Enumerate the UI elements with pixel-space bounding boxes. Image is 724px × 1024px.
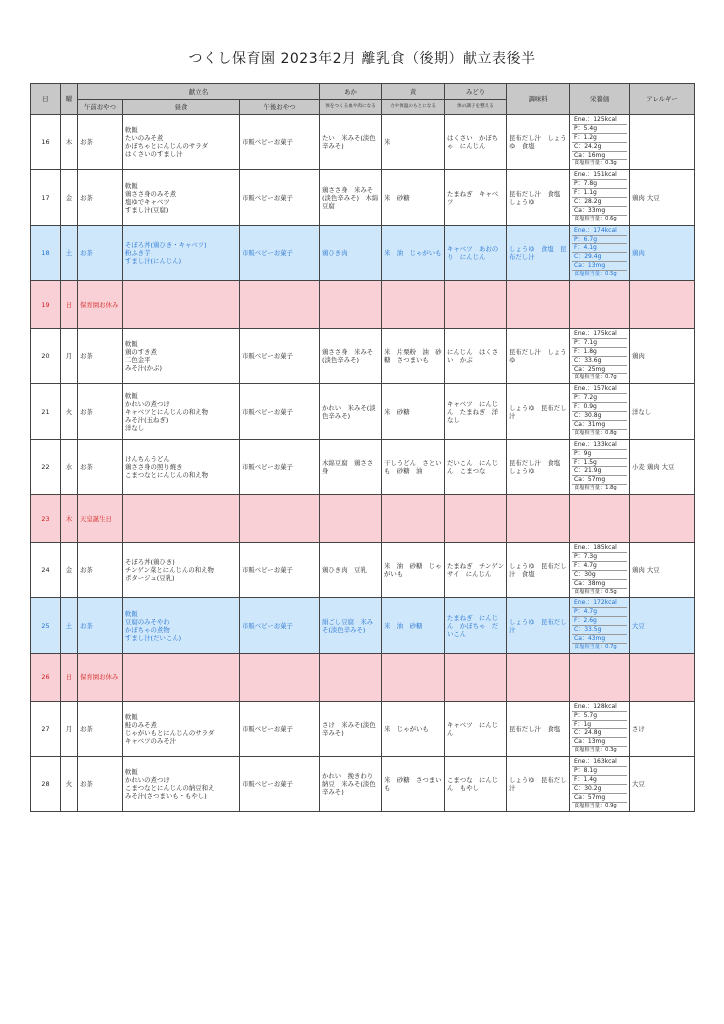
nutrition-cell (570, 439, 630, 494)
green-group-cell: たまねぎ キャベツ (445, 170, 507, 225)
pm-snack-cell: 市販ベビーお菓子 (240, 757, 320, 812)
allergy-cell: 洋なし (630, 384, 695, 439)
header-nutrition: 栄養価 (570, 84, 630, 115)
am-snack-cell: お茶 (78, 598, 123, 653)
red-group-cell: たい 米みそ(淡色辛みそ) (320, 115, 382, 170)
yellow-group-cell (382, 653, 445, 701)
nutrition-line: Ca：13mg (572, 738, 627, 747)
header-menu-group: 献立名 (78, 84, 320, 100)
am-snack-cell: お茶 (78, 757, 123, 812)
nutrition-cell (570, 225, 630, 280)
am-snack-cell: お茶 (78, 701, 123, 756)
seasoning-cell (507, 653, 570, 701)
day-cell: 24 (31, 543, 61, 598)
green-group-cell: キャベツ にんじん (445, 701, 507, 756)
table-row (31, 329, 695, 384)
nutrition-line: Ca：31mg (572, 421, 627, 430)
table-row (31, 439, 695, 494)
pm-snack-cell (240, 653, 320, 701)
yellow-group-cell: 米 片栗粉 油 砂糖 さつまいも (382, 329, 445, 384)
menu-table (30, 83, 695, 812)
day-cell: 21 (31, 384, 61, 439)
nutrition-cell (570, 495, 630, 543)
pm-snack-cell: 市販ベビーお菓子 (240, 598, 320, 653)
header-am-snack: 午前おやつ (78, 100, 123, 115)
nutrition-line: 食塩相当量：0.3g (574, 160, 617, 167)
red-group-cell (320, 653, 382, 701)
red-group-cell: さけ 米みそ(淡色辛みそ) (320, 701, 382, 756)
lunch-dish: かぼちゃの煮物 (125, 625, 170, 634)
yellow-group-cell: 米 じゃがいも (382, 701, 445, 756)
lunch-dish: はくさいのすまし汁 (125, 150, 183, 159)
lunch-cell (123, 701, 240, 756)
nutrition-line: Ene.：133kcal (572, 441, 627, 450)
allergy-cell: 鶏肉 大豆 (630, 543, 695, 598)
red-group-cell: 絹ごし豆腐 米みそ(淡色辛みそ) (320, 598, 382, 653)
nutrition-line: P：6.7g (572, 236, 627, 245)
nutrition-cell (570, 329, 630, 384)
pm-snack-cell: 市販ベビーお菓子 (240, 701, 320, 756)
lunch-dish: キャベツのみそ汁 (125, 736, 177, 745)
lunch-dish: けんちんうどん (125, 454, 170, 463)
allergy-cell (630, 495, 695, 543)
weekday-cell: 火 (61, 384, 78, 439)
lunch-dish: すまし汁(にんじん) (125, 256, 182, 265)
am-snack-cell: お茶 (78, 543, 123, 598)
header-pm-snack: 午後おやつ (240, 100, 320, 115)
nutrition-line: P：9g (572, 450, 627, 459)
lunch-dish: すまし汁(だいこん) (125, 633, 182, 642)
lunch-dish: 軟飯 (125, 609, 138, 618)
day-cell: 23 (31, 495, 61, 543)
nutrition-line: F：1.2g (572, 134, 627, 143)
header-green-sub: 体の調子を整える (445, 100, 507, 115)
nutrition-line: P：8.1g (572, 767, 627, 776)
table-row (31, 115, 695, 170)
day-cell: 28 (31, 757, 61, 812)
yellow-group-cell: 米 油 砂糖 じゃがいも (382, 543, 445, 598)
lunch-cell (123, 757, 240, 812)
lunch-cell (123, 384, 240, 439)
yellow-group-cell: 米 砂糖 さつまいも (382, 757, 445, 812)
green-group-cell (445, 495, 507, 543)
header-red: あか (320, 84, 382, 100)
table-row (31, 384, 695, 439)
lunch-dish: みそ汁(さつまいも・もやし) (125, 792, 207, 801)
weekday-cell: 日 (61, 653, 78, 701)
green-group-cell (445, 653, 507, 701)
nutrition-line: P：5.4g (572, 125, 627, 134)
red-group-cell: 鶏ひき肉 豆乳 (320, 543, 382, 598)
weekday-cell: 土 (61, 225, 78, 280)
nutrition-line: P：7.3g (572, 553, 627, 562)
lunch-cell (123, 495, 240, 543)
yellow-group-cell: 干しうどん さといも 砂糖 油 (382, 439, 445, 494)
header-yellow: 黄 (382, 84, 445, 100)
nutrition-line: Ca：57mg (572, 476, 627, 485)
day-cell: 20 (31, 329, 61, 384)
seasoning-cell: 昆布だし汁 食塩 しょうゆ (507, 170, 570, 225)
weekday-cell: 金 (61, 170, 78, 225)
nutrition-line: Ca：33mg (572, 207, 627, 216)
allergy-cell (630, 653, 695, 701)
lunch-dish: みそ汁(玉ねぎ) (125, 415, 169, 424)
red-group-cell: 木綿豆腐 鶏ささ身 (320, 439, 382, 494)
lunch-dish: 塩ゆでキャベツ (125, 197, 170, 206)
allergy-cell: 鶏肉 (630, 225, 695, 280)
allergy-cell: 鶏肉 大豆 (630, 170, 695, 225)
lunch-dish: 鶏ささ身のみそ煮 (125, 189, 177, 198)
day-cell: 25 (31, 598, 61, 653)
header-dow: 曜 (61, 84, 78, 115)
green-group-cell: たまねぎ チンゲンサイ にんじん (445, 543, 507, 598)
nutrition-line: 食塩相当量：0.5g (574, 588, 617, 595)
allergy-cell: 鶏肉 (630, 329, 695, 384)
lunch-dish: すまし汁(豆腐) (125, 205, 169, 214)
nutrition-line: P：4.7g (572, 608, 627, 617)
day-cell: 26 (31, 653, 61, 701)
red-group-cell: かれい 挽きわり納豆 米みそ(淡色辛みそ) (320, 757, 382, 812)
nutrition-line: 食塩相当量：0.8g (574, 429, 617, 436)
table-row (31, 225, 695, 280)
nutrition-line: F：2.6g (572, 617, 627, 626)
nutrition-line: Ene.：172kcal (572, 599, 627, 608)
lunch-dish: 軟飯 (125, 126, 138, 135)
lunch-dish: 鶏ささ身の照り焼き (125, 462, 183, 471)
green-group-cell (445, 281, 507, 329)
nutrition-line: Ene.：125kcal (572, 116, 627, 125)
pm-snack-cell (240, 281, 320, 329)
allergy-cell: さけ (630, 701, 695, 756)
nutrition-cell (570, 170, 630, 225)
header-green: みどり (445, 84, 507, 100)
lunch-dish: 鶏のすき煮 (125, 348, 157, 357)
am-snack-cell: 天皇誕生日 (78, 495, 123, 543)
seasoning-cell: しょうゆ 昆布だし汁 (507, 598, 570, 653)
seasoning-cell (507, 495, 570, 543)
seasoning-cell: 昆布だし汁 しょうゆ 食塩 (507, 115, 570, 170)
am-snack-cell: お茶 (78, 384, 123, 439)
nutrition-line: F：4.1g (572, 244, 627, 253)
seasoning-cell: 昆布だし汁 食塩 しょうゆ (507, 439, 570, 494)
menu-body (31, 115, 695, 812)
nutrition-line: Ene.：185kcal (572, 544, 627, 553)
nutrition-line: 食塩相当量：0.9g (574, 802, 617, 809)
weekday-cell: 木 (61, 495, 78, 543)
nutrition-line: Ene.：174kcal (572, 227, 627, 236)
pm-snack-cell: 市販ベビーお菓子 (240, 225, 320, 280)
am-snack-cell: お茶 (78, 170, 123, 225)
green-group-cell: キャベツ あおのり にんじん (445, 225, 507, 280)
lunch-cell (123, 225, 240, 280)
yellow-group-cell (382, 281, 445, 329)
seasoning-cell: 昆布だし汁 食塩 (507, 701, 570, 756)
lunch-dish: じゃがいもとにんじんのサラダ (125, 728, 215, 737)
nutrition-line: Ca：16mg (572, 152, 627, 161)
green-group-cell: にんじん はくさい かぶ (445, 329, 507, 384)
pm-snack-cell: 市販ベビーお菓子 (240, 439, 320, 494)
nutrition-cell (570, 701, 630, 756)
nutrition-cell (570, 598, 630, 653)
yellow-group-cell (382, 495, 445, 543)
lunch-dish: 軟飯 (125, 391, 138, 400)
red-group-cell (320, 495, 382, 543)
table-row (31, 543, 695, 598)
header-red-sub: 体をつくる血や肉になる (320, 100, 382, 115)
nutrition-line: 食塩相当量：0.3g (574, 747, 617, 754)
lunch-cell (123, 329, 240, 384)
nutrition-line: F：1.4g (572, 776, 627, 785)
seasoning-cell: しょうゆ 昆布だし汁 (507, 757, 570, 812)
table-row (31, 598, 695, 653)
lunch-cell (123, 598, 240, 653)
nutrition-line: P：7.1g (572, 339, 627, 348)
nutrition-line: C：28.2g (572, 198, 627, 207)
seasoning-cell: しょうゆ 昆布だし汁 食塩 (507, 543, 570, 598)
nutrition-line: 食塩相当量：0.7g (574, 374, 617, 381)
seasoning-cell: しょうゆ 食塩 昆布だし汁 (507, 225, 570, 280)
lunch-cell (123, 281, 240, 329)
red-group-cell: かれい 米みそ(淡色辛みそ) (320, 384, 382, 439)
lunch-dish: 軟飯 (125, 340, 138, 349)
nutrition-line: Ene.：175kcal (572, 330, 627, 339)
green-group-cell: だいこん にんじん こまつな (445, 439, 507, 494)
table-row (31, 701, 695, 756)
nutrition-line: F：1.1g (572, 189, 627, 198)
header-yellow-sub: 力や体温のもとになる (382, 100, 445, 115)
day-cell: 16 (31, 115, 61, 170)
lunch-dish: そぼろ丼(鶏ひき・キャベツ) (125, 240, 207, 249)
nutrition-line: 食塩相当量：0.5g (574, 271, 617, 278)
lunch-cell (123, 439, 240, 494)
nutrition-line: F：1g (572, 721, 627, 730)
lunch-dish: 軟飯 (125, 712, 138, 721)
lunch-cell (123, 543, 240, 598)
nutrition-cell (570, 653, 630, 701)
green-group-cell: たまねぎ にんじん かぼちゃ だいこん (445, 598, 507, 653)
pm-snack-cell: 市販ベビーお菓子 (240, 329, 320, 384)
pm-snack-cell: 市販ベビーお菓子 (240, 543, 320, 598)
pm-snack-cell: 市販ベビーお菓子 (240, 170, 320, 225)
green-group-cell: こまつな にんじん もやし (445, 757, 507, 812)
nutrition-line: F：1.8g (572, 348, 627, 357)
nutrition-line: C：29.4g (572, 253, 627, 262)
lunch-dish: 二色金平 (125, 356, 151, 365)
nutrition-line: F：0.9g (572, 403, 627, 412)
weekday-cell: 月 (61, 329, 78, 384)
lunch-cell (123, 115, 240, 170)
lunch-dish: 洋なし (125, 423, 145, 432)
nutrition-line: Ene.：128kcal (572, 703, 627, 712)
nutrition-line: P：7.8g (572, 180, 627, 189)
am-snack-cell: お茶 (78, 115, 123, 170)
nutrition-line: F：1.5g (572, 459, 627, 468)
weekday-cell: 日 (61, 281, 78, 329)
am-snack-cell: 保育園お休み (78, 281, 123, 329)
nutrition-line: C：24.2g (572, 143, 627, 152)
nutrition-line: Ene.：157kcal (572, 385, 627, 394)
day-cell: 22 (31, 439, 61, 494)
am-snack-cell: お茶 (78, 439, 123, 494)
table-row (31, 281, 695, 329)
nutrition-line: P：7.2g (572, 394, 627, 403)
green-group-cell: はくさい かぼちゃ にんじん (445, 115, 507, 170)
lunch-dish: かれいの煮つけ (125, 776, 170, 785)
page-title: つくし保育園 2023年2月 離乳食（後期）献立表後半 (188, 51, 536, 67)
nutrition-line: C：33.5g (572, 626, 627, 635)
nutrition-line: C：30.2g (572, 785, 627, 794)
seasoning-cell (507, 281, 570, 329)
day-cell: 27 (31, 701, 61, 756)
pm-snack-cell: 市販ベビーお菓子 (240, 115, 320, 170)
header-allergy: アレルギー (630, 84, 695, 115)
lunch-dish: かぼちゃとにんじんのサラダ (125, 142, 209, 151)
nutrition-line: C：24.8g (572, 729, 627, 738)
lunch-dish: かれいの煮つけ (125, 399, 170, 408)
lunch-dish: みそ汁(かぶ) (125, 364, 162, 373)
allergy-cell (630, 281, 695, 329)
lunch-dish: 鮭のみそ煮 (125, 720, 157, 729)
day-cell: 17 (31, 170, 61, 225)
lunch-dish: ポタージュ(豆乳) (125, 574, 175, 583)
weekday-cell: 月 (61, 701, 78, 756)
lunch-dish: チンゲン菜とにんじんの和え物 (125, 566, 214, 575)
nutrition-line: C：33.6g (572, 357, 627, 366)
allergy-cell: 大豆 (630, 598, 695, 653)
lunch-dish: 粉ふき芋 (125, 248, 151, 257)
nutrition-line: C：21.9g (572, 467, 627, 476)
lunch-dish: 豆腐のみそやわ (125, 617, 170, 626)
nutrition-line: F：4.7g (572, 562, 627, 571)
red-group-cell (320, 281, 382, 329)
nutrition-line: P：5.7g (572, 712, 627, 721)
yellow-group-cell: 米 油 砂糖 (382, 598, 445, 653)
yellow-group-cell: 米 砂糖 (382, 170, 445, 225)
pm-snack-cell: 市販ベビーお菓子 (240, 384, 320, 439)
nutrition-line: Ene.：151kcal (572, 171, 627, 180)
day-cell: 18 (31, 225, 61, 280)
pm-snack-cell (240, 495, 320, 543)
lunch-dish: キャベツとにんじんの和え物 (125, 407, 209, 416)
table-row (31, 170, 695, 225)
nutrition-cell (570, 281, 630, 329)
nutrition-line: Ca：38mg (572, 580, 627, 589)
allergy-cell: 大豆 (630, 757, 695, 812)
table-row (31, 757, 695, 812)
red-group-cell: 鶏ささ身 米みそ(淡色辛みそ) (320, 329, 382, 384)
nutrition-line: Ca：13mg (572, 262, 627, 271)
nutrition-line: 食塩相当量：1.8g (574, 485, 617, 492)
lunch-dish: 軟飯 (125, 181, 138, 190)
am-snack-cell: お茶 (78, 329, 123, 384)
allergy-cell: 小麦 鶏肉 大豆 (630, 439, 695, 494)
table-row (31, 653, 695, 701)
header-lunch: 昼食 (123, 100, 240, 115)
red-group-cell: 鶏ひき肉 (320, 225, 382, 280)
nutrition-cell (570, 384, 630, 439)
lunch-cell (123, 170, 240, 225)
lunch-dish: こまつなとにんじんの和え物 (125, 470, 209, 479)
weekday-cell: 火 (61, 757, 78, 812)
yellow-group-cell: 米 油 じゃがいも (382, 225, 445, 280)
am-snack-cell: お茶 (78, 225, 123, 280)
am-snack-cell: 保育園お休み (78, 653, 123, 701)
green-group-cell: キャベツ にんじん たまねぎ 洋なし (445, 384, 507, 439)
header-day: 日 (31, 84, 61, 115)
weekday-cell: 土 (61, 598, 78, 653)
nutrition-line: C：30g (572, 571, 627, 580)
nutrition-cell (570, 757, 630, 812)
lunch-cell (123, 653, 240, 701)
nutrition-line: Ca：25mg (572, 366, 627, 375)
nutrition-line: Ene.：163kcal (572, 758, 627, 767)
nutrition-line: Ca：43mg (572, 635, 627, 644)
nutrition-line: Ca：57mg (572, 794, 627, 803)
lunch-dish: こまつなとにんじんの納豆和え (125, 784, 215, 793)
table-row (31, 495, 695, 543)
header-seasoning: 調味料 (507, 84, 570, 115)
yellow-group-cell: 米 (382, 115, 445, 170)
lunch-dish: そぼろ丼(鶏ひき) (125, 558, 175, 567)
lunch-dish: 軟飯 (125, 768, 138, 777)
seasoning-cell: 昆布だし汁 しょうゆ (507, 329, 570, 384)
weekday-cell: 木 (61, 115, 78, 170)
nutrition-line: 食塩相当量：0.6g (574, 215, 617, 222)
weekday-cell: 水 (61, 439, 78, 494)
nutrition-cell (570, 115, 630, 170)
nutrition-line: C：30.8g (572, 412, 627, 421)
red-group-cell: 鶏ささ身 米みそ(淡色辛みそ) 木綿豆腐 (320, 170, 382, 225)
lunch-dish: たいのみそ煮 (125, 134, 164, 143)
yellow-group-cell: 米 砂糖 (382, 384, 445, 439)
allergy-cell (630, 115, 695, 170)
weekday-cell: 金 (61, 543, 78, 598)
nutrition-cell (570, 543, 630, 598)
seasoning-cell: しょうゆ 昆布だし汁 (507, 384, 570, 439)
nutrition-line: 食塩相当量：0.7g (574, 643, 617, 650)
day-cell: 19 (31, 281, 61, 329)
